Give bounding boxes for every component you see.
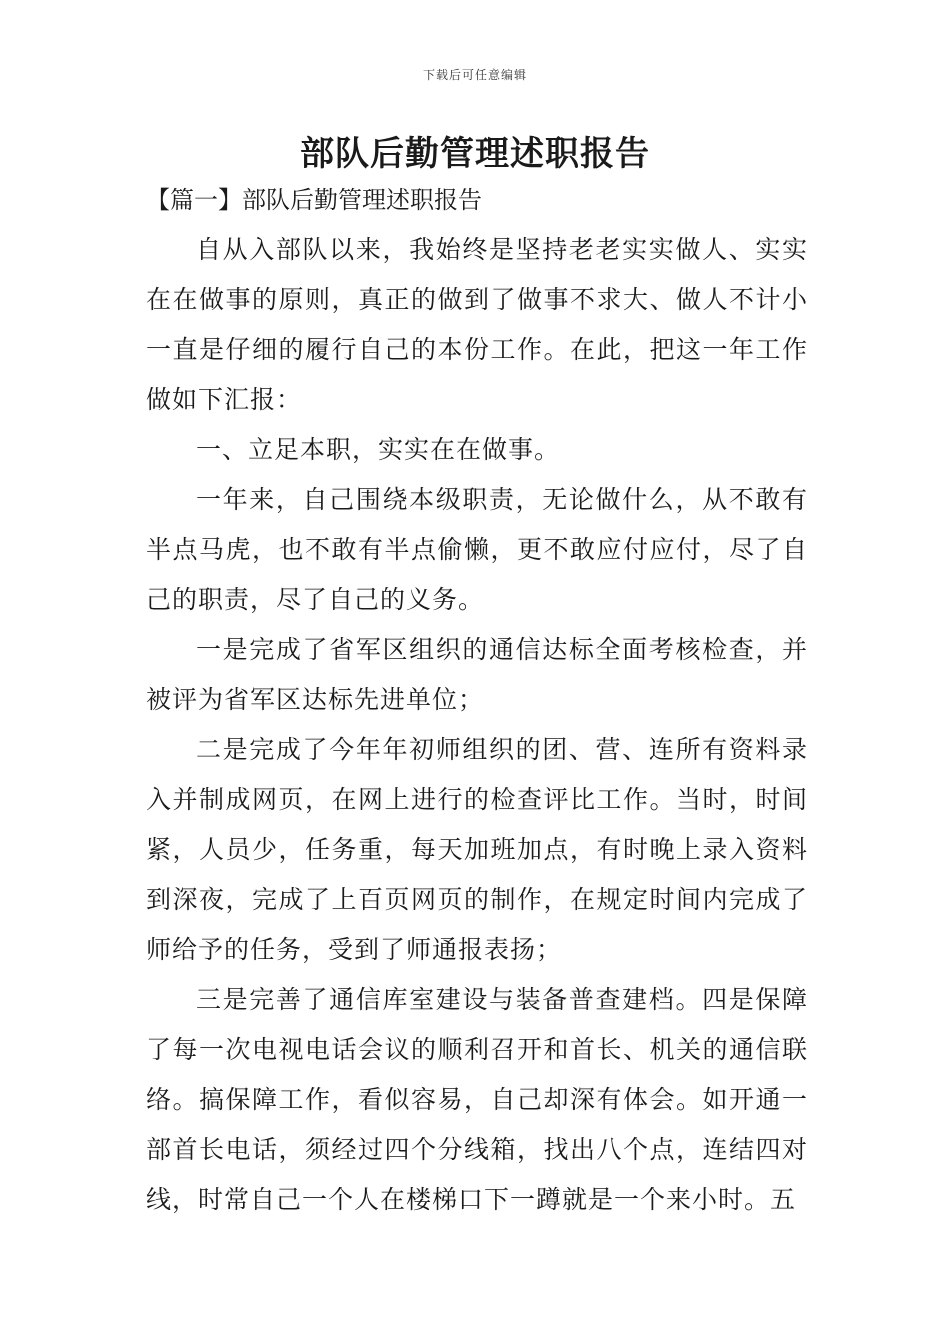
paragraph-1: 自从入部队以来，我始终是坚持老老实实做人、实实在在做事的原则，真正的做到了做事不求大、做人不计小一直是仔细的履行自己的本份工作。在此，把这一年工作做如下汇报： — [146, 235, 808, 414]
paragraph-2: 一、立足本职，实实在在做事。 — [196, 435, 561, 464]
document-body — [146, 225, 808, 1225]
paragraph-3: 一年来，自己围绕本级职责，无论做什么，从不敢有半点马虎，也不敢有半点偷懒，更不敢应付应付，尽了自己的职责，尽了自己的义务。 — [146, 485, 808, 614]
paragraph-6: 三是完善了通信库室建设与装备普查建档。四是保障了每一次电视电话会议的顺利召开和首长、机关的通信联络。搞保障工作，看似容易，自己却深有体会。如开通一部首长电话，须经过四个分线箱，找出八个点，连结四对线，时常自己一个人在楼梯口下一蹲就是一个来小时。五 — [146, 985, 808, 1214]
paragraph-4: 一是完成了省军区组织的通信达标全面考核检查，并被评为省军区达标先进单位； — [146, 635, 808, 714]
paragraph-5: 二是完成了今年年初师组织的团、营、连所有资料录入并制成网页，在网上进行的检查评比工作。当时，时间紧，人员少，任务重，每天加班加点，有时晚上录入资料到深夜，完成了上百页网页的制作，在规定时间内完成了师给予的任务，受到了师通报表扬； — [146, 735, 808, 964]
section-heading: 【篇一】部队后勤管理述职报告 — [146, 186, 482, 214]
header-note: 下载后可任意编辑 — [422, 68, 527, 82]
document-title: 部队后勤管理述职报告 — [300, 134, 650, 174]
